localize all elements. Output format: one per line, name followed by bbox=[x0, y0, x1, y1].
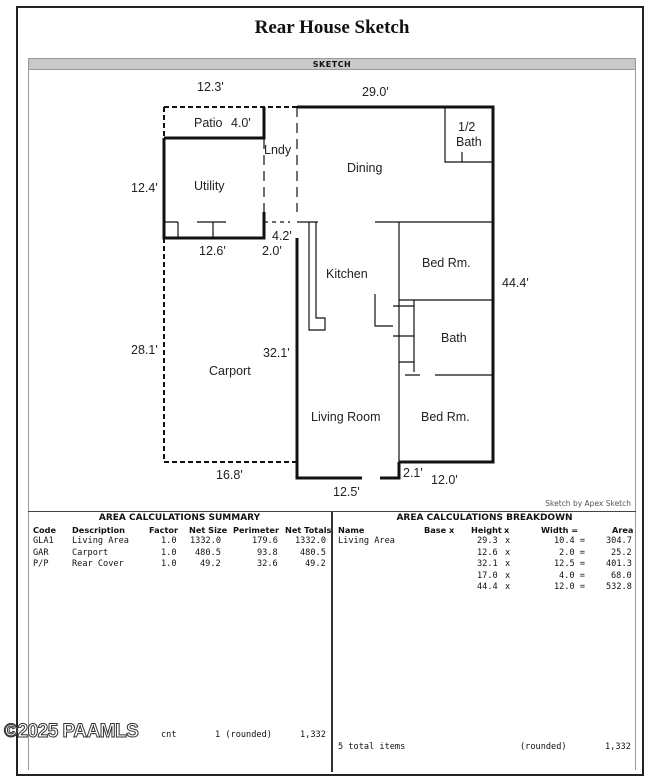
col-area: Area bbox=[612, 525, 634, 535]
closet-wall bbox=[375, 294, 393, 326]
summary-footer-value: 1 (rounded) bbox=[215, 730, 272, 740]
page-title: Rear House Sketch bbox=[254, 17, 410, 38]
patio-label: Patio bbox=[194, 116, 223, 130]
dim-12-0: 12.0' bbox=[431, 473, 458, 487]
bed-top-label: Bed Rm. bbox=[422, 256, 471, 270]
table-row: 12.6 x 2.0 = 25.2 bbox=[477, 547, 632, 558]
table-row: GAR Carport 1.0 480.5 93.8 480.5 bbox=[33, 547, 326, 558]
breakdown-table bbox=[338, 525, 634, 593]
dim-12-5: 12.5' bbox=[333, 485, 360, 499]
table-row: GLA1 Living Area 1.0 1332.0 179.6 1332.0 bbox=[33, 536, 327, 547]
col-height: Height bbox=[471, 525, 502, 535]
house-bottom-right bbox=[380, 462, 399, 478]
dim-32-1: 32.1' bbox=[263, 346, 290, 360]
col-name: Name bbox=[338, 525, 365, 535]
bed-bottom-label: Bed Rm. bbox=[421, 410, 470, 424]
dim-29-0: 29.0' bbox=[362, 85, 389, 99]
bath-label: Bath bbox=[441, 331, 467, 345]
summary-footer-total: 1,332 bbox=[300, 730, 326, 740]
col-x: x bbox=[504, 525, 510, 535]
kitchen-label: Kitchen bbox=[326, 267, 368, 281]
carport-label: Carport bbox=[209, 364, 251, 378]
dim-28-1: 28.1' bbox=[131, 343, 158, 357]
col-description: Description bbox=[72, 525, 125, 535]
summary-table bbox=[33, 525, 332, 571]
dim-2-1: 2.1' bbox=[403, 466, 423, 480]
table-row: 17.0 x 4.0 = 68.0 bbox=[477, 570, 632, 581]
half-bath-label-2: Bath bbox=[456, 135, 482, 149]
breakdown-header-row bbox=[338, 525, 634, 536]
patio-dim: 4.0' bbox=[231, 116, 251, 130]
col-width: Width = bbox=[541, 525, 579, 535]
kitchen-counter bbox=[309, 222, 325, 330]
table-divider bbox=[331, 512, 333, 772]
copyright-watermark: ©2025 PAAMLS bbox=[4, 721, 139, 742]
table-row: P/P Rear Cover 1.0 49.2 32.6 49.2 bbox=[33, 559, 326, 570]
sketch-header: SKETCH bbox=[28, 58, 636, 70]
half-bath-label-1: 1/2 bbox=[458, 120, 476, 134]
utility-door bbox=[178, 222, 213, 238]
col-perimeter: Perimeter bbox=[233, 525, 279, 535]
table-row: 32.1 x 12.5 = 401.3 bbox=[477, 559, 632, 570]
dim-44-4: 44.4' bbox=[502, 276, 529, 290]
house-right-wall bbox=[297, 107, 493, 462]
dim-4-2: 4.2' bbox=[272, 229, 292, 243]
col-code: Code bbox=[33, 525, 57, 535]
col-net-totals: Net Totals bbox=[285, 525, 332, 535]
summary-heading: AREA CALCULATIONS SUMMARY bbox=[98, 513, 261, 523]
lndy-label: Lndy bbox=[264, 143, 292, 157]
hall-walls bbox=[393, 306, 414, 362]
dim-12-4: 12.4' bbox=[131, 181, 158, 195]
dim-16-8: 16.8' bbox=[216, 468, 243, 482]
breakdown-footer-items: 5 total items bbox=[338, 742, 406, 752]
living-room-label: Living Room bbox=[311, 410, 381, 424]
breakdown-footer-total: 1,332 bbox=[605, 742, 631, 752]
utility-label: Utility bbox=[194, 179, 225, 193]
table-row: Living Area 29.3 x 10.4 = 304.7 bbox=[338, 536, 632, 547]
sketch-credit: Sketch by Apex Sketch bbox=[545, 499, 631, 508]
summary-header-row bbox=[33, 525, 332, 536]
breakdown-heading: AREA CALCULATIONS BREAKDOWN bbox=[396, 513, 573, 523]
dim-12-3: 12.3' bbox=[197, 80, 224, 94]
dining-label: Dining bbox=[347, 161, 383, 175]
summary-footer-label: cnt bbox=[161, 730, 177, 740]
col-factor: Factor bbox=[149, 525, 179, 535]
table-row: 44.4 x 12.0 = 532.8 bbox=[477, 581, 632, 592]
dim-12-6: 12.6' bbox=[199, 244, 226, 258]
col-base: Base x bbox=[424, 525, 455, 535]
dim-2-0: 2.0' bbox=[262, 244, 282, 258]
breakdown-footer-rounded: (rounded) bbox=[520, 742, 567, 752]
col-net-size: Net Size bbox=[189, 525, 228, 535]
